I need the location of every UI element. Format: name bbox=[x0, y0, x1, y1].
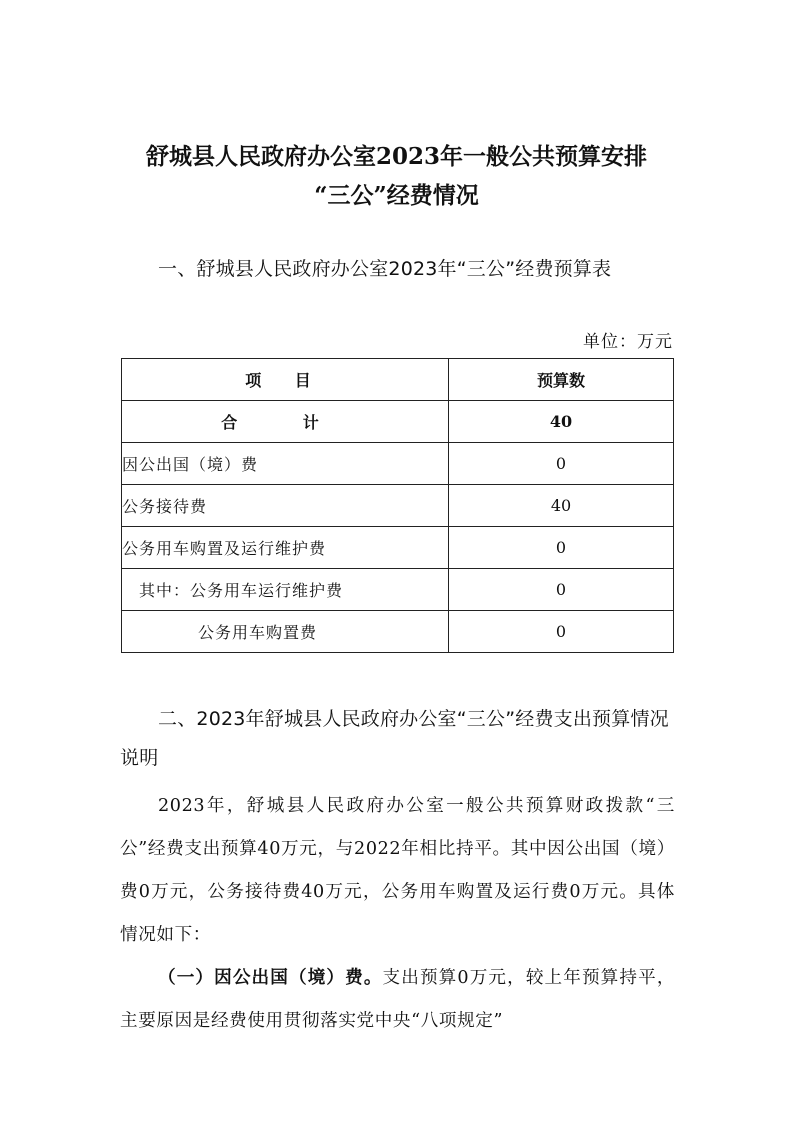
document-title-line-2: “三公”经费情况 bbox=[314, 182, 479, 209]
header-item-cell: 项 目 bbox=[122, 359, 449, 401]
total-value-cell: 40 bbox=[449, 401, 674, 443]
row-value-cell: 0 bbox=[449, 611, 674, 653]
row-label-cell: 公务接待费 bbox=[122, 485, 449, 527]
section-1-heading: 一、舒城县人民政府办公室2023年“三公”经费预算表 bbox=[158, 258, 612, 280]
row-label-cell: 公务用车购置费 bbox=[122, 611, 449, 653]
table-header-row bbox=[122, 359, 674, 401]
paragraph-overseas-travel bbox=[120, 957, 675, 1043]
paragraph-overview: 2023年，舒城县人民政府办公室一般公共预算财政拨款“三公”经费支出预算40万元，与2022年相比持平。其中因公出国（境）费0万元，公务接待费40万元，公务用车购置及运行费0万元。具体情况如下： bbox=[120, 796, 675, 945]
unit-label: 单位：万元 bbox=[583, 332, 673, 352]
row-label-cell: 公务用车购置及运行维护费 bbox=[122, 527, 449, 569]
body-text bbox=[120, 785, 675, 1043]
table-total-row bbox=[122, 401, 674, 443]
paragraph-lead: （一）因公出国（境）费。 bbox=[158, 968, 383, 988]
paragraph-text: 支出预算0万元，较上年预算持平，主要原因是经费使用贯彻落实党中央“八项规定” bbox=[120, 968, 676, 1031]
table-row bbox=[122, 485, 674, 527]
row-label-cell: 因公出国（境）费 bbox=[122, 443, 449, 485]
row-value-cell: 0 bbox=[449, 527, 674, 569]
row-value-cell: 0 bbox=[449, 443, 674, 485]
total-label-cell: 合 计 bbox=[122, 401, 449, 443]
table-row bbox=[122, 443, 674, 485]
section-2-heading: 二、2023年舒城县人民政府办公室“三公”经费支出预算情况说明 bbox=[120, 708, 669, 769]
row-value-cell: 40 bbox=[449, 485, 674, 527]
header-value-cell: 预算数 bbox=[449, 359, 674, 401]
table-row bbox=[122, 611, 674, 653]
budget-table bbox=[121, 358, 674, 653]
document-title-line-1: 舒城县人民政府办公室2023年一般公共预算安排 bbox=[145, 143, 647, 170]
table-row bbox=[122, 527, 674, 569]
row-label-cell: 其中：公务用车运行维护费 bbox=[122, 569, 449, 611]
table-row bbox=[122, 569, 674, 611]
row-value-cell: 0 bbox=[449, 569, 674, 611]
